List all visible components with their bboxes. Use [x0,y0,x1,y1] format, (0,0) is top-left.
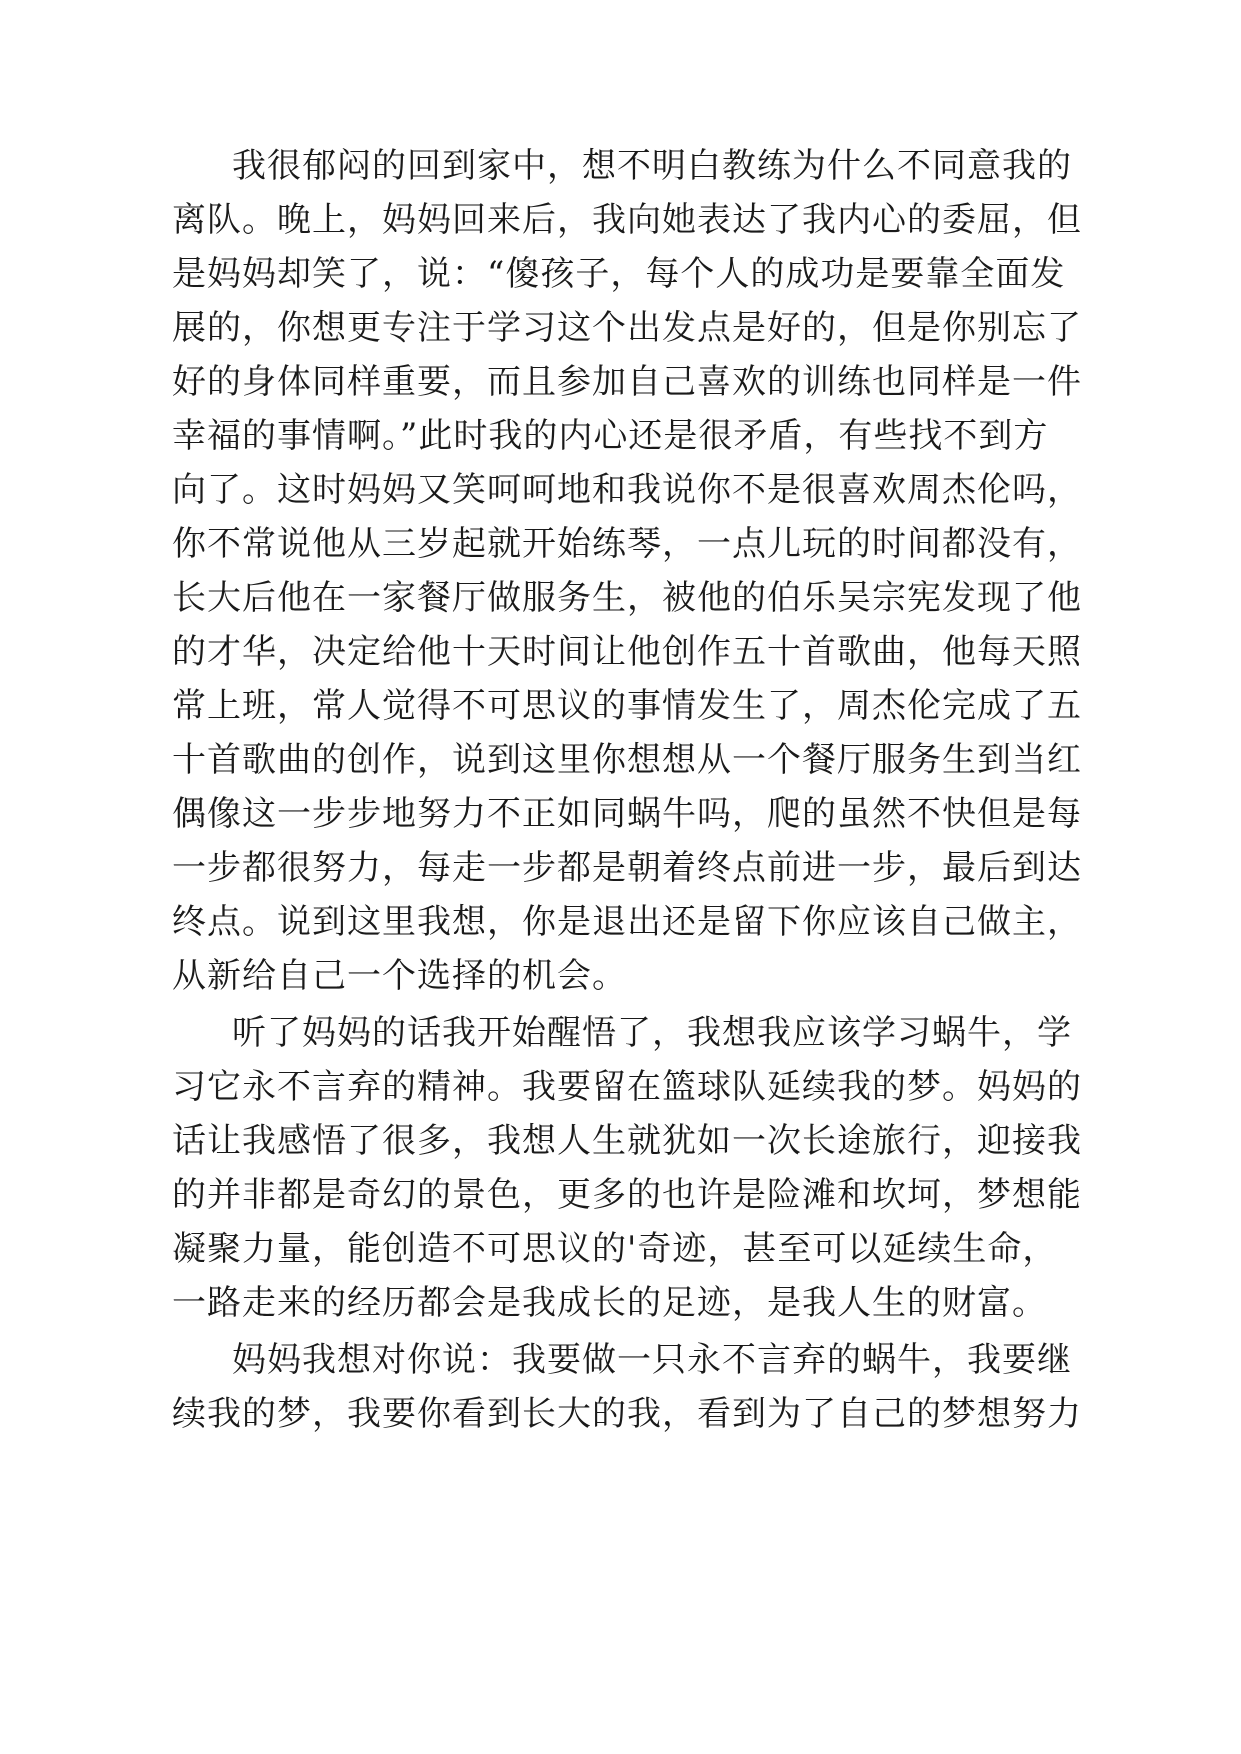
text-line: 从新给自己一个选择的机会。 [172,956,627,996]
text-line: 习它永不言弃的精神。我要留在篮球队延续我的梦。妈妈的 [172,1067,1082,1107]
text-line: 我很郁闷的回到家中，想不明白教练为什么不同意我的 [232,146,1072,186]
text-line: 好的身体同样重要，而且参加自己喜欢的训练也同样是一件 [172,362,1082,402]
text-line: 你不常说他从三岁起就开始练琴，一点儿玩的时间都没有， [172,524,1082,564]
text-line: 一步都很努力，每走一步都是朝着终点前进一步，最后到达 [172,848,1082,888]
text-line: 听了妈妈的话我开始醒悟了，我想我应该学习蜗牛，学 [232,1013,1072,1053]
text-line: 一路走来的经历都会是我成长的足迹，是我人生的财富。 [172,1283,1047,1323]
text-line: 十首歌曲的创作，说到这里你想想从一个餐厅服务生到当红 [172,740,1082,780]
text-line: 的并非都是奇幻的景色，更多的也许是险滩和坎坷，梦想能 [172,1175,1082,1215]
text-line: 续我的梦，我要你看到长大的我，看到为了自己的梦想努力 [172,1394,1082,1434]
text-line: 凝聚力量，能创造不可思议的'奇迹，甚至可以延续生命， [172,1229,1058,1269]
text-line: 是妈妈却笑了，说：“傻孩子，每个人的成功是要靠全面发 [172,254,1066,294]
text-line: 常上班，常人觉得不可思议的事情发生了，周杰伦完成了五 [172,686,1082,726]
text-line: 离队。晚上，妈妈回来后，我向她表达了我内心的委屈，但 [172,200,1082,240]
text-line: 向了。这时妈妈又笑呵呵地和我说你不是很喜欢周杰伦吗， [172,470,1082,510]
text-line: 话让我感悟了很多，我想人生就犹如一次长途旅行，迎接我 [172,1121,1082,1161]
text-line: 的才华，决定给他十天时间让他创作五十首歌曲，他每天照 [172,632,1082,672]
text-line: 长大后他在一家餐厅做服务生，被他的伯乐吴宗宪发现了他 [172,578,1082,618]
text-line: 幸福的事情啊。”此时我的内心还是很矛盾，有些找不到方 [172,416,1049,456]
text-line: 偶像这一步步地努力不正如同蜗牛吗，爬的虽然不快但是每 [172,794,1082,834]
text-line: 终点。说到这里我想，你是退出还是留下你应该自己做主， [172,902,1082,942]
text-line: 展的，你想更专注于学习这个出发点是好的，但是你别忘了 [172,308,1082,348]
text-line: 妈妈我想对你说：我要做一只永不言弃的蜗牛，我要继 [232,1340,1072,1380]
